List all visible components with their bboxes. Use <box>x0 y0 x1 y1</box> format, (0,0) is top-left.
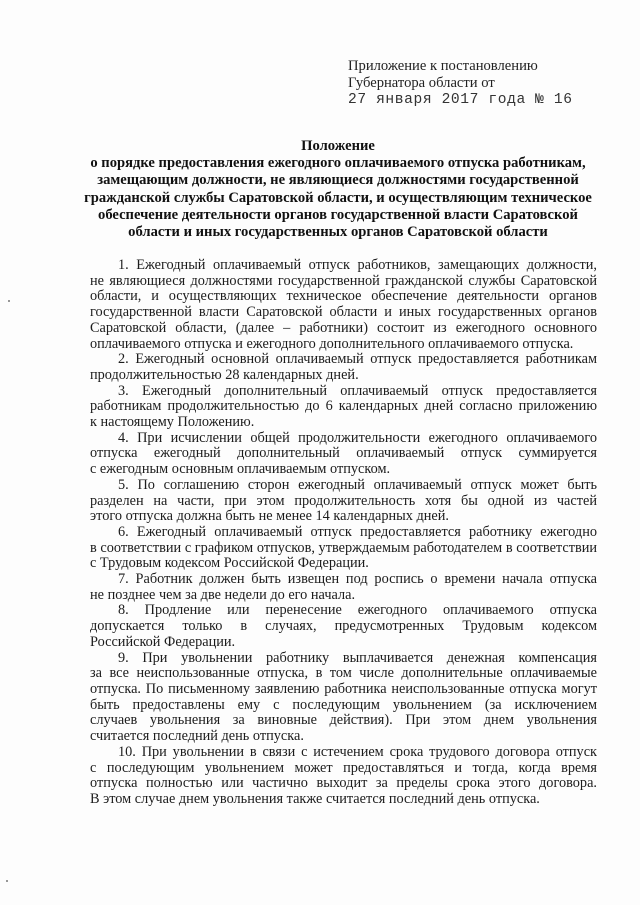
paragraph-line: к настоящему Положению. <box>90 414 255 431</box>
title-line: о порядке предоставления ежегодного оплачиваемого отпуска работникам, <box>90 155 586 172</box>
appendix-date-number: 27 января 2017 года № 16 <box>348 92 573 108</box>
paragraph-7 <box>90 572 597 603</box>
appendix-line-1: Приложение к постановлению <box>348 58 538 74</box>
paragraph-line: отпуска ежегодный дополнительный оплачиваемый отпуск суммируется <box>90 445 597 462</box>
paragraph-line: 2. Ежегодный основной оплачиваемый отпуск предоставляется работникам <box>118 351 597 368</box>
paragraph-3 <box>90 384 597 431</box>
scan-mark <box>6 880 8 882</box>
paragraph-line: 4. При исчислении общей продолжительности ежегодного оплачиваемого <box>118 429 597 446</box>
paragraph-line: 3. Ежегодный дополнительный оплачиваемый отпуск предоставляется <box>118 382 597 399</box>
title-line: обеспечение деятельности органов государственной власти Саратовской <box>98 206 578 223</box>
paragraph-line: отпуска. По письменному заявлению работника неиспользованные отпуска могут <box>90 680 597 697</box>
paragraph-line: 10. При увольнении в связи с истечением срока трудового договора отпуск <box>118 743 597 760</box>
paragraph-5 <box>90 478 597 525</box>
paragraph-line: не позднее чем за две недели до его начала. <box>90 586 356 603</box>
paragraph-4 <box>90 431 597 478</box>
paragraph-8 <box>90 603 597 650</box>
document-title <box>78 138 598 241</box>
title-line: замещающим должности, не являющиеся должностями государственной <box>97 172 579 189</box>
title-line: области и иных государственных органов Саратовской области <box>128 224 548 241</box>
paragraph-line: области, и осуществляющих техническое обеспечение деятельности органов <box>90 288 597 305</box>
paragraph-line: 1. Ежегодный оплачиваемый отпуск работников, замещающих должности, <box>118 257 597 273</box>
paragraph-line: 6. Ежегодный оплачиваемый отпуск предоставляется работнику ежегодно <box>118 523 597 540</box>
paragraph-line: Саратовской области, (далее – работники) состоит из ежегодного основного <box>90 319 597 336</box>
paragraph-line: быть предоставлены ему с последующим увольнением (за исключением <box>90 696 597 713</box>
paragraph-line: этого отпуска должна быть не менее 14 календарных дней. <box>90 508 449 525</box>
title-line: гражданской службы Саратовской области, и осуществляющим техническое <box>84 189 592 206</box>
paragraph-line: с Трудовым кодексом Российской Федерации. <box>90 555 369 572</box>
appendix-note <box>348 58 598 109</box>
title-heading: Положение <box>301 138 375 154</box>
paragraph-line: оплачиваемого отпуска и ежегодного дополнительного оплачиваемого отпуска. <box>90 335 574 352</box>
paragraph-line: разделен на части, при этом продолжительность хотя бы одной из частей <box>90 492 597 509</box>
paragraph-line: Российской Федерации. <box>90 633 236 650</box>
paragraph-1 <box>90 258 597 352</box>
paragraph-line: 8. Продление или перенесение ежегодного оплачиваемого отпуска <box>118 602 597 619</box>
paragraph-9 <box>90 651 597 745</box>
paragraph-line: считается последний день отпуска. <box>90 728 304 745</box>
scan-mark <box>8 300 10 302</box>
paragraph-line: случаев увольнения за виновные действия). При этом днем увольнения <box>90 712 597 729</box>
paragraph-line: с ежегодным основным оплачиваемым отпуском. <box>90 461 391 478</box>
paragraph-line: отпуска полностью или частично выходит за пределы срока этого договора. <box>90 775 597 792</box>
paragraph-line: за все неиспользованные отпуска, в том числе дополнительные оплачиваемые <box>90 665 597 682</box>
paragraph-line: с последующим увольнением может предоставляться и тогда, когда время <box>90 759 597 776</box>
paragraph-line: 9. При увольнении работнику выплачивается денежная компенсация <box>118 649 597 666</box>
appendix-line-2: Губернатора области от <box>348 75 495 91</box>
paragraph-line: работникам продолжительностью до 6 календарных дней согласно приложению <box>90 398 597 415</box>
paragraph-line: не являющиеся должностями государственной гражданской службы Саратовской <box>90 272 597 289</box>
paragraph-line: допускается только в случаях, предусмотренных Трудовым кодексом <box>90 618 597 635</box>
paragraph-line: 5. По соглашению сторон ежегодный оплачиваемый отпуск может быть <box>118 476 597 493</box>
paragraph-10 <box>90 745 597 808</box>
paragraph-2 <box>90 352 597 383</box>
paragraph-line: В этом случае днем увольнения также считается последний день отпуска. <box>90 790 540 807</box>
paragraph-line: 7. Работник должен быть извещен под роспись о времени начала отпуска <box>118 571 597 588</box>
paragraph-line: продолжительностью 28 календарных дней. <box>90 366 359 383</box>
document-body <box>90 258 597 808</box>
paragraph-line: государственной власти Саратовской области и иных государственных органов <box>90 304 597 321</box>
paragraph-line: в соответствии с графиком отпусков, утверждаемым работодателем в соответствии <box>90 539 597 556</box>
paragraph-6 <box>90 525 597 572</box>
